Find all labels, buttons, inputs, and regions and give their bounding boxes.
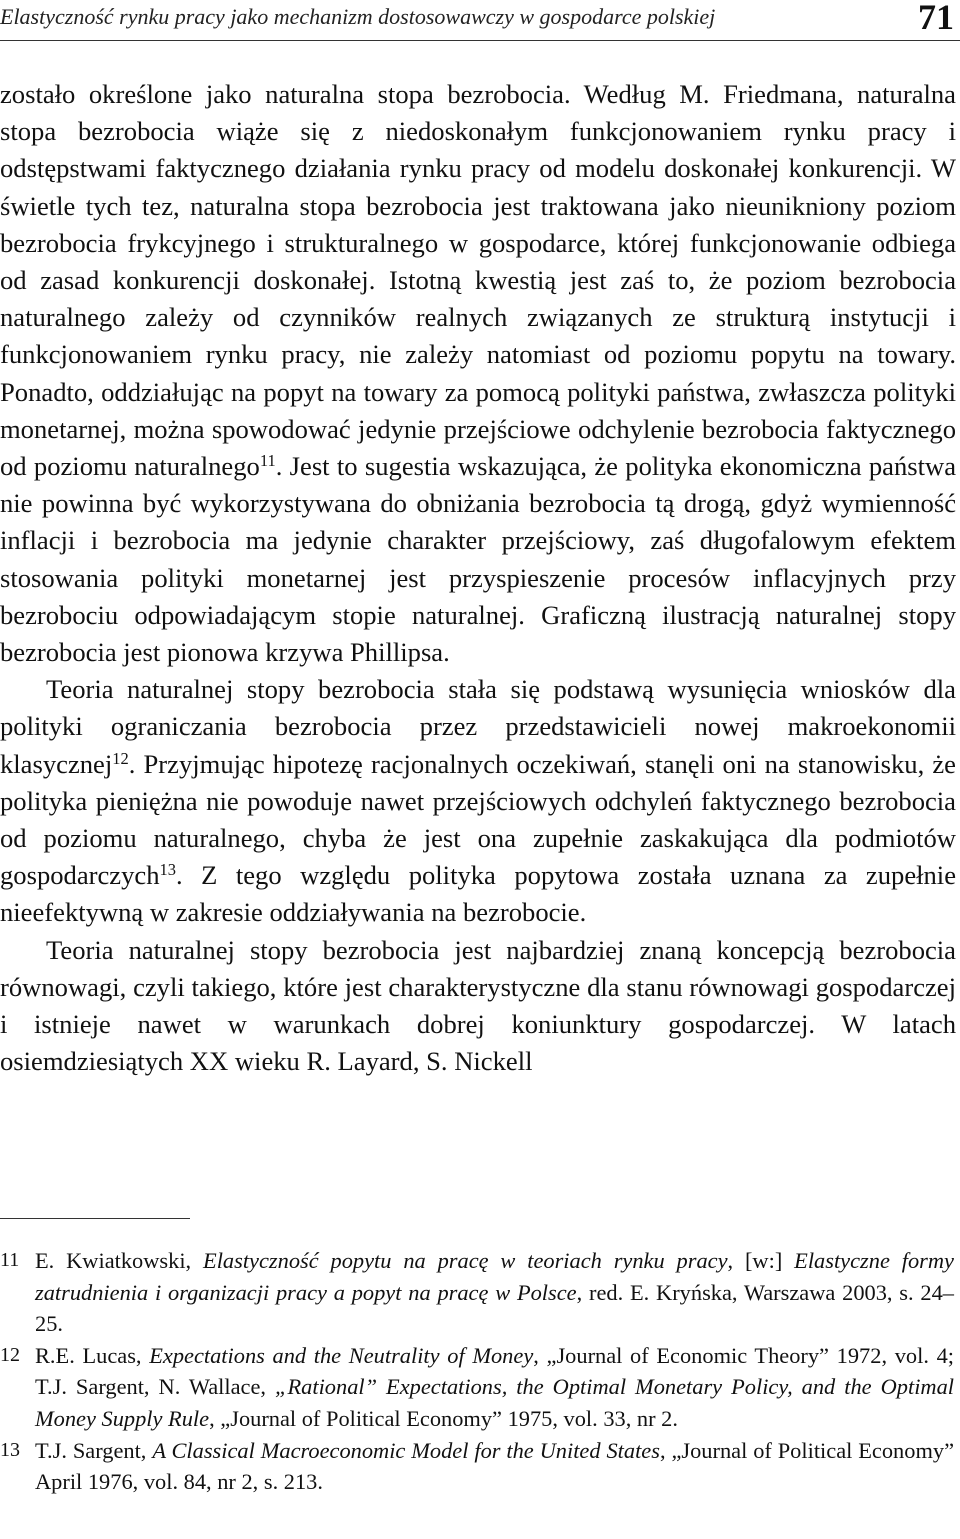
footnote-title: A Classical Macroeconomic Model for the United States [152,1437,660,1463]
footnote-text: , red. E. Kryńska, Warszawa 2003, s. 24–25. [35,1279,954,1337]
paragraph-1-part-b: . Jest to sugestia wskazująca, że polityka ekonomiczna państwa nie powinna być wykorzystywana do obniżania bezrobocia tą drogą, gdyż wymienność inflacji i bezrobocia ma jedynie charakter przejściowy, zaś długofalowym efektem stosowania polityki monetarnej jest przyspieszenie procesów inflacyjnych przy bezrobociu odpowiadającym stopie naturalnej. Graficzną ilustracją naturalnej stopy bezrobocia jest pionowa krzywa Phillipsa. [0,451,957,668]
page-number: 71 [918,0,954,37]
footnote-title: Expectations and the Neutrality of Money [149,1342,534,1368]
running-title: Elastyczność rynku pracy jako mechanizm dostosowawczy w gospodarce polskiej [0,4,716,29]
footnotes [0,1245,954,1498]
running-header [0,0,960,40]
footnote-11 [0,1245,954,1340]
footnote-title: „Rational” Expectations, the Optimal Monetary Policy, and the Optimal Money Supply Rule [35,1374,955,1431]
header-rule [0,40,960,41]
main-text [0,76,956,1080]
footnote-text: R.E. Lucas, [35,1342,150,1368]
footnote-text: , „Journal of Political Economy” 1975, vol. 33, nr 2. [209,1405,678,1431]
footnote-text: T.J. Sargent, [35,1437,153,1463]
footnote-text: , „Journal of Economic Theory” 1972, vol. 4; T.J. Sargent, N. Wallace, [35,1342,954,1400]
paragraph-1-part-a: zostało określone jako naturalna stopa bezrobocia. Według M. Friedmana, naturalna stopa bezrobocia wiąże się z niedoskonałym funkcjonowaniem rynku pracy i odstępstwami faktycznego działania rynku pracy od modelu doskonałej konkurencji. W świetle tych tez, naturalna stopa bezrobocia jest traktowana jako nieunikniony poziom bezrobocia frykcyjnego i strukturalnego w gospodarce, której funkcjonowanie odbiega od zasad konkurencji doskonałej. Istotną kwestią jest zaś to, że poziom bezrobocia naturalnego zależy od czynników realnych związanych ze strukturą instytucji i funkcjonowaniem rynku pracy, nie zależy natomiast od poziomu popytu na towary. Ponadto, oddziałując na popyt na towary za pomocą polityki państwa, zwłaszcza polityki monetarnej, można spowodować jedynie przejściowe odchylenie bezrobocia faktycznego od poziomu naturalnego [0,79,956,482]
paragraph-2-part-b: . Przyjmując hipotezę racjonalnych oczekiwań, stanęli oni na stanowisku, że polityka pieniężna nie powoduje nawet przejściowych odchyleń faktycznego bezrobocia od poziomu naturalnego, chyba że jest ona zupełnie zaskakująca dla podmiotów gospodarczych [0,748,956,891]
footnote-number: 12 [0,1343,20,1366]
footnote-rule [0,1218,190,1219]
footnote-12 [0,1340,954,1435]
paragraph-2-part-c: . Z tego względu polityka popytowa została uznana za zupełnie nieefektywną w zakresie oddziaływania na bezrobocie. [0,860,956,928]
paragraph-1 [0,76,956,671]
paragraph-2 [0,671,956,931]
paragraph-2-part-a: Teoria naturalnej stopy bezrobocia stała się podstawą wysunięcia wniosków dla polityki ograniczania bezrobocia przez przedstawicieli nowej makroekonomii klasycznej [0,674,956,779]
footnote-title: Elastyczność popytu na pracę w teoriach rynku pracy [203,1248,728,1273]
footnote-number: 13 [0,1438,20,1461]
footnote-text: , [w:] [727,1248,795,1273]
footnote-ref-11[interactable]: 11 [259,450,276,470]
footnote-title: Elastyczne formy zatrudnienia i organizacji pracy a popyt na pracę w Polsce [35,1248,954,1305]
footnote-ref-12[interactable]: 12 [112,748,129,768]
footnote-text: , „Journal of Political Economy” April 1976, vol. 84, nr 2, s. 213. [35,1437,955,1495]
footnote-number: 11 [0,1249,20,1271]
footnote-text: E. Kwiatkowski, [35,1248,204,1273]
footnote-13 [0,1435,954,1498]
footnote-ref-13[interactable]: 13 [159,860,176,880]
paragraph-3: Teoria naturalnej stopy bezrobocia jest najbardziej znaną koncepcją bezrobocia równowagi, czyli takiego, które jest charakterystyczne dla stanu równowagi gospodarczej i istnieje nawet w warunkach dobrej koniunktury gospodarczej. W latach osiemdziesiątych XX wieku R. Layard, S. Nickell [0,934,956,1077]
